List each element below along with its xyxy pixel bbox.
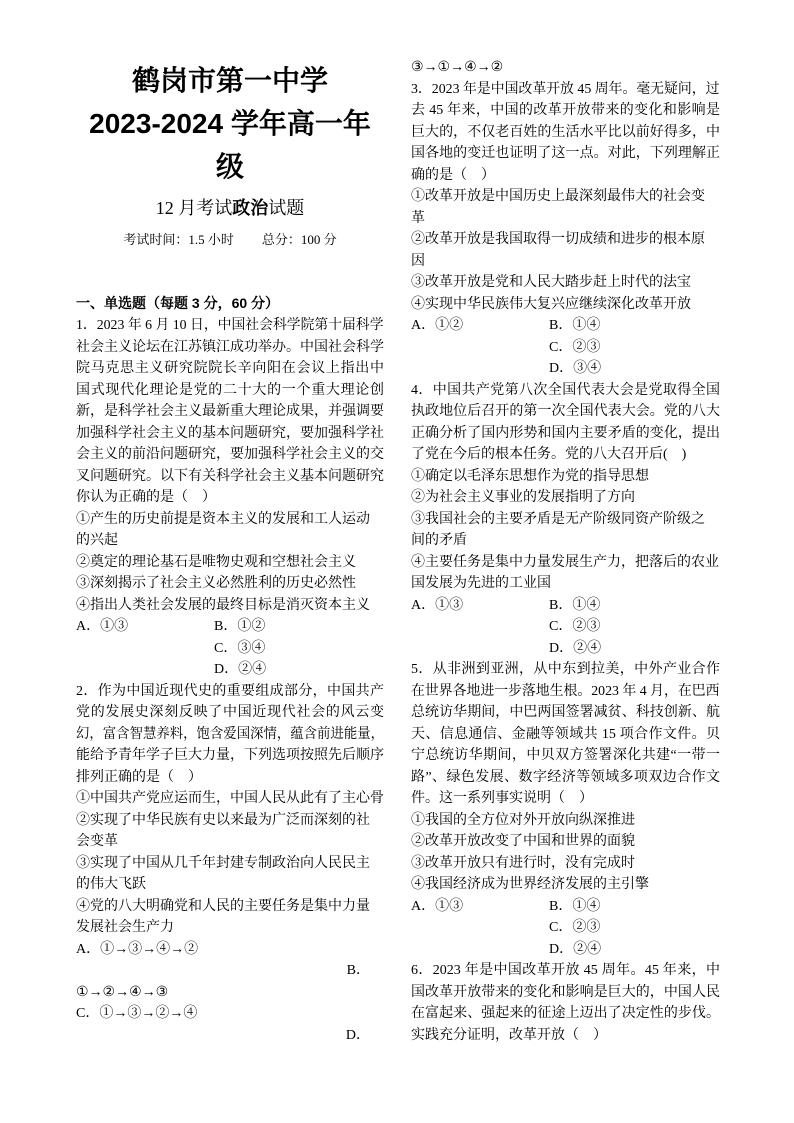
option-label: B． <box>549 318 573 333</box>
option-text: ①② <box>435 318 464 333</box>
option-text: ②③ <box>572 339 601 355</box>
option-text: ①③ <box>100 619 129 634</box>
q2-options-row <box>76 939 384 961</box>
option-text: ①→③→②→④ <box>99 1006 198 1021</box>
option-text: ②④ <box>238 662 267 677</box>
q3-statement-1-line: 革 <box>411 210 425 226</box>
q6-stem-line: 国改革开放带来的变化和影响是巨大的，中国人民 <box>411 984 720 1000</box>
option-label: D． <box>549 941 574 957</box>
title-year-line: 2023-2024 学年高一年 <box>89 108 371 139</box>
q4-statement-1-line: ①确定以毛泽东思想作为党的指导思想 <box>411 468 649 484</box>
option-text: ①③ <box>435 898 464 914</box>
q1-stem-line: 院马克思主义研究院院长辛向阳在会议上指出中 <box>76 361 384 376</box>
q2-option-d-text: ③→①→④→② <box>411 60 504 75</box>
q3-stem-line: 去 45 年来，中国的改革开放带来的变化和影响是 <box>411 103 720 118</box>
q2-statement-2-line: 会变革 <box>76 834 118 849</box>
q4-stem-line: 4．中国共产党第八次全国代表大会是党取得全国 <box>411 382 720 398</box>
q5-statement-1-line: ①我国的全方位对外开放向纵深推进 <box>411 812 635 828</box>
option-text: ②③ <box>572 619 601 634</box>
q3-statement-2-line: ②改革开放是我国取得一切成绩和进步的根本原 <box>411 232 705 247</box>
q5-stem-line: 路”、绿色发展、数字经济等领域多项双边合作文 <box>411 769 720 785</box>
exam-subtitle <box>76 195 384 221</box>
q1-stem-line: 1．2023 年 6 月 10 日，中国社会科学院第十届科学 <box>76 318 384 333</box>
option-label: A． <box>76 941 101 957</box>
option-label: A． <box>411 898 436 914</box>
q5-option-c <box>549 920 600 935</box>
right-column <box>411 57 720 1046</box>
q4-statement-4-line: ④主要任务是集中力量发展生产力，把落后的农业 <box>411 554 719 570</box>
q5-stem-line: 5．从非洲到亚洲，从中东到拉美，中外产业合作 <box>411 662 720 677</box>
q4-stem-line: 了党在今后的根本任务。党的八大召开后( ) <box>411 447 687 462</box>
option-text: ②③ <box>572 920 601 935</box>
option-text: ②④ <box>573 640 602 656</box>
q4-statement-4-line: 国发展为先进的工业国 <box>411 576 551 591</box>
option-label: B． <box>214 619 238 634</box>
q3-option-a <box>411 318 463 333</box>
q2-stem-line: 能给予青年学子巨大力量，下列选项按照先后顺序 <box>76 748 384 763</box>
q1-stem-line: 叉问题研究。以下有关科学社会主义基本问题研究 <box>76 468 384 484</box>
q3-option-b <box>549 315 600 337</box>
q5-stem-line: 宁总统访华期间，中贝双方签署深化共建“一带一 <box>411 748 720 763</box>
q5-options-row <box>411 896 720 918</box>
option-text: ①④ <box>572 597 601 613</box>
q1-stem-line: 新，是科学社会主义最新重大理论成果，并强调要 <box>76 404 384 419</box>
option-text: ③④ <box>237 640 266 656</box>
option-text: ②④ <box>573 941 602 957</box>
q2-statement-4-line: 发展社会生产力 <box>76 920 174 935</box>
q1-statement-3-line: ③深刻揭示了社会主义必然胜利的历史必然性 <box>76 576 356 591</box>
option-label: D． <box>549 361 574 376</box>
q2-statement-4-line: ④党的八大明确党和人民的主要任务是集中力量 <box>76 898 370 914</box>
q1-stem-line: 国式现代化理论是党的二十大的一个重大理论创 <box>76 382 384 398</box>
option-label: D． <box>549 640 574 656</box>
option-label: C． <box>549 339 573 355</box>
q1-stem-line: 你认为正确的是（ ） <box>76 490 216 505</box>
q1-option-a <box>76 619 128 634</box>
school-name: 鹤岗市第一中学 <box>131 65 328 96</box>
q4-option-d <box>549 641 601 656</box>
q3-stem-line: 国各地的变迁也证明了这一点。对此，下列理解正 <box>411 146 720 161</box>
q1-statement-1-line: 的兴起 <box>76 533 118 548</box>
q2-option-d-label: D． <box>345 1027 370 1043</box>
q2-statement-3-line: 的伟大飞跃 <box>76 877 146 892</box>
q1-stem-line: 加强科学社会主义的基本问题研究，要加强科学社 <box>76 425 384 441</box>
q1-options-row <box>76 659 384 681</box>
option-label: C． <box>76 1006 100 1021</box>
subtitle-subject: 政治 <box>232 198 269 218</box>
q1-option-c <box>214 641 265 656</box>
q2-stem-line: 排列正确的是（ ） <box>76 769 202 785</box>
q1-statement-2-line: ②奠定的理论基石是唯物史观和空想社会主义 <box>76 554 356 570</box>
q5-statement-3-line: ③改革开放只有进行时，没有完成时 <box>411 855 635 871</box>
option-text: ①④ <box>572 898 601 914</box>
q5-stem-line: 天、信息通信、金融等领域共 15 项合作文件。贝 <box>411 726 720 742</box>
q1-stem-line: 会主义的前沿问题研究，要加强科学社会主义的交 <box>76 447 384 462</box>
q5-statement-4-line: ④我国经济成为世界经济发展的主引擎 <box>411 877 649 892</box>
q3-stem-line: 巨大的，不仅老百姓的生活水平比以前好得多，中 <box>411 124 720 140</box>
q3-options-row <box>411 358 720 380</box>
q3-options-row <box>411 337 720 359</box>
option-label: C． <box>214 640 238 656</box>
q1-option-d <box>214 662 266 677</box>
q6-stem-line: 6．2023 年是中国改革开放 45 周年。45 年来，中 <box>411 963 720 978</box>
q4-statement-3-line: ③我国社会的主要矛盾是无产阶级同资产阶级之 <box>411 511 705 527</box>
q1-stem-line: 社会主义论坛在江苏镇江成功举办。中国社会科学 <box>76 339 384 355</box>
option-text: ①② <box>237 619 266 634</box>
option-label: C． <box>549 920 573 935</box>
title-grade-line: 级 <box>215 151 244 182</box>
q4-option-a <box>411 598 463 613</box>
q5-stem-line: 件。这一系列事实说明（ ） <box>411 791 593 806</box>
total-score: 总分：100 分 <box>261 232 337 247</box>
q2-stem-line: 党的发展史深刻反映了中国近现代社会的风云变 <box>76 705 384 720</box>
q3-stem-line: 3．2023 年是中国改革开放 45 周年。毫无疑问，过 <box>411 81 720 97</box>
q4-statement-2-line: ②为社会主义事业的发展指明了方向 <box>411 490 635 505</box>
q3-statement-1-line: ①改革开放是中国历史上最深刻最伟大的社会变 <box>411 189 705 204</box>
q5-option-b <box>549 896 600 918</box>
q1-option-b <box>214 616 265 638</box>
q5-stem-line: 总统访华期间，中巴两国签署减贫、科技创新、航 <box>411 705 720 720</box>
q2-option-b-text: ①→②→④→③ <box>76 984 169 1000</box>
q2-option-a <box>76 942 198 957</box>
option-label: A． <box>411 597 436 613</box>
q4-statement-3-line: 间的矛盾 <box>411 533 467 548</box>
q3-statement-3-line: ③改革开放是党和人民大踏步赶上时代的法宝 <box>411 275 691 290</box>
q5-stem-line: 在世界各地进一步落地生根。2023 年 4 月，在巴西 <box>411 683 720 699</box>
exam-header <box>76 57 384 292</box>
section-title: 一、单选题（每题 3 分，60 分） <box>76 295 280 311</box>
q2-stem-line: 幻，富含智慧养料，饱含爱国深情，蕴含前进能量， <box>76 726 384 742</box>
q1-options-row <box>76 616 384 638</box>
q5-statement-2-line: ②改革开放改变了中国和世界的面貌 <box>411 834 635 849</box>
exam-info <box>76 229 384 251</box>
q2-stem-line: 2．作为中国近现代史的重要组成部分，中国共产 <box>76 683 384 699</box>
subtitle-suffix: 试题 <box>268 198 305 218</box>
q3-statement-2-line: 因 <box>411 253 425 269</box>
option-label: B． <box>549 898 573 914</box>
q4-stem-line: 执政地位后召开的第一次全国代表大会。党的八大 <box>411 404 720 419</box>
q5-option-d <box>549 942 601 957</box>
left-column <box>76 57 384 1046</box>
q4-options-row <box>411 616 720 638</box>
q5-options-row <box>411 939 720 961</box>
subtitle-prefix: 12 月考试 <box>155 198 233 218</box>
q6-stem-line: 实践充分证明，改革开放（ ） <box>411 1027 607 1043</box>
q2-options-row <box>76 1003 384 1025</box>
q6-stem-line: 在富起来、强起来的征途上迈出了决定性的步伐。 <box>411 1006 720 1021</box>
q3-options-row <box>411 315 720 337</box>
option-text: ①→③→④→② <box>100 941 199 957</box>
option-label: A． <box>411 318 436 333</box>
option-text: ①④ <box>572 318 601 333</box>
q2-statement-1-line: ①中国共产党应运而生，中国人民从此有了主心骨 <box>76 791 384 806</box>
q5-options-row <box>411 917 720 939</box>
q2-option-b-label: B． <box>346 963 370 978</box>
q3-option-c <box>549 340 600 355</box>
q4-option-b <box>549 595 600 617</box>
q2-option-c <box>76 1006 197 1021</box>
option-text: ①③ <box>435 597 464 613</box>
q4-option-c <box>549 619 600 634</box>
q2-statement-3-line: ③实现了中国从几千年封建专制政治向人民民主 <box>76 855 370 871</box>
q3-statement-4-line: ④实现中华民族伟大复兴应继续深化改革开放 <box>411 296 691 312</box>
q1-statement-4-line: ④指出人类社会发展的最终目标是消灭资本主义 <box>76 597 370 613</box>
option-label: A． <box>76 619 101 634</box>
q4-stem-line: 正确分析了国内形势和国内主要矛盾的变化，提出 <box>411 425 720 441</box>
q1-options-row <box>76 638 384 660</box>
q4-options-row <box>411 595 720 617</box>
q1-statement-1-line: ①产生的历史前提是资本主义的发展和工人运动 <box>76 511 370 527</box>
option-label: B． <box>549 597 573 613</box>
q5-option-a <box>411 899 463 914</box>
exam-time: 考试时间：1.5 小时 <box>123 232 234 247</box>
q3-stem-line: 确的是（ ） <box>411 167 495 183</box>
option-label: C． <box>549 619 573 634</box>
q4-options-row <box>411 638 720 660</box>
q3-option-d <box>549 361 601 376</box>
option-label: D． <box>214 662 239 677</box>
option-text: ③④ <box>573 361 602 376</box>
q2-statement-2-line: ②实现了中华民族有史以来最为广泛而深刻的社 <box>76 812 370 828</box>
